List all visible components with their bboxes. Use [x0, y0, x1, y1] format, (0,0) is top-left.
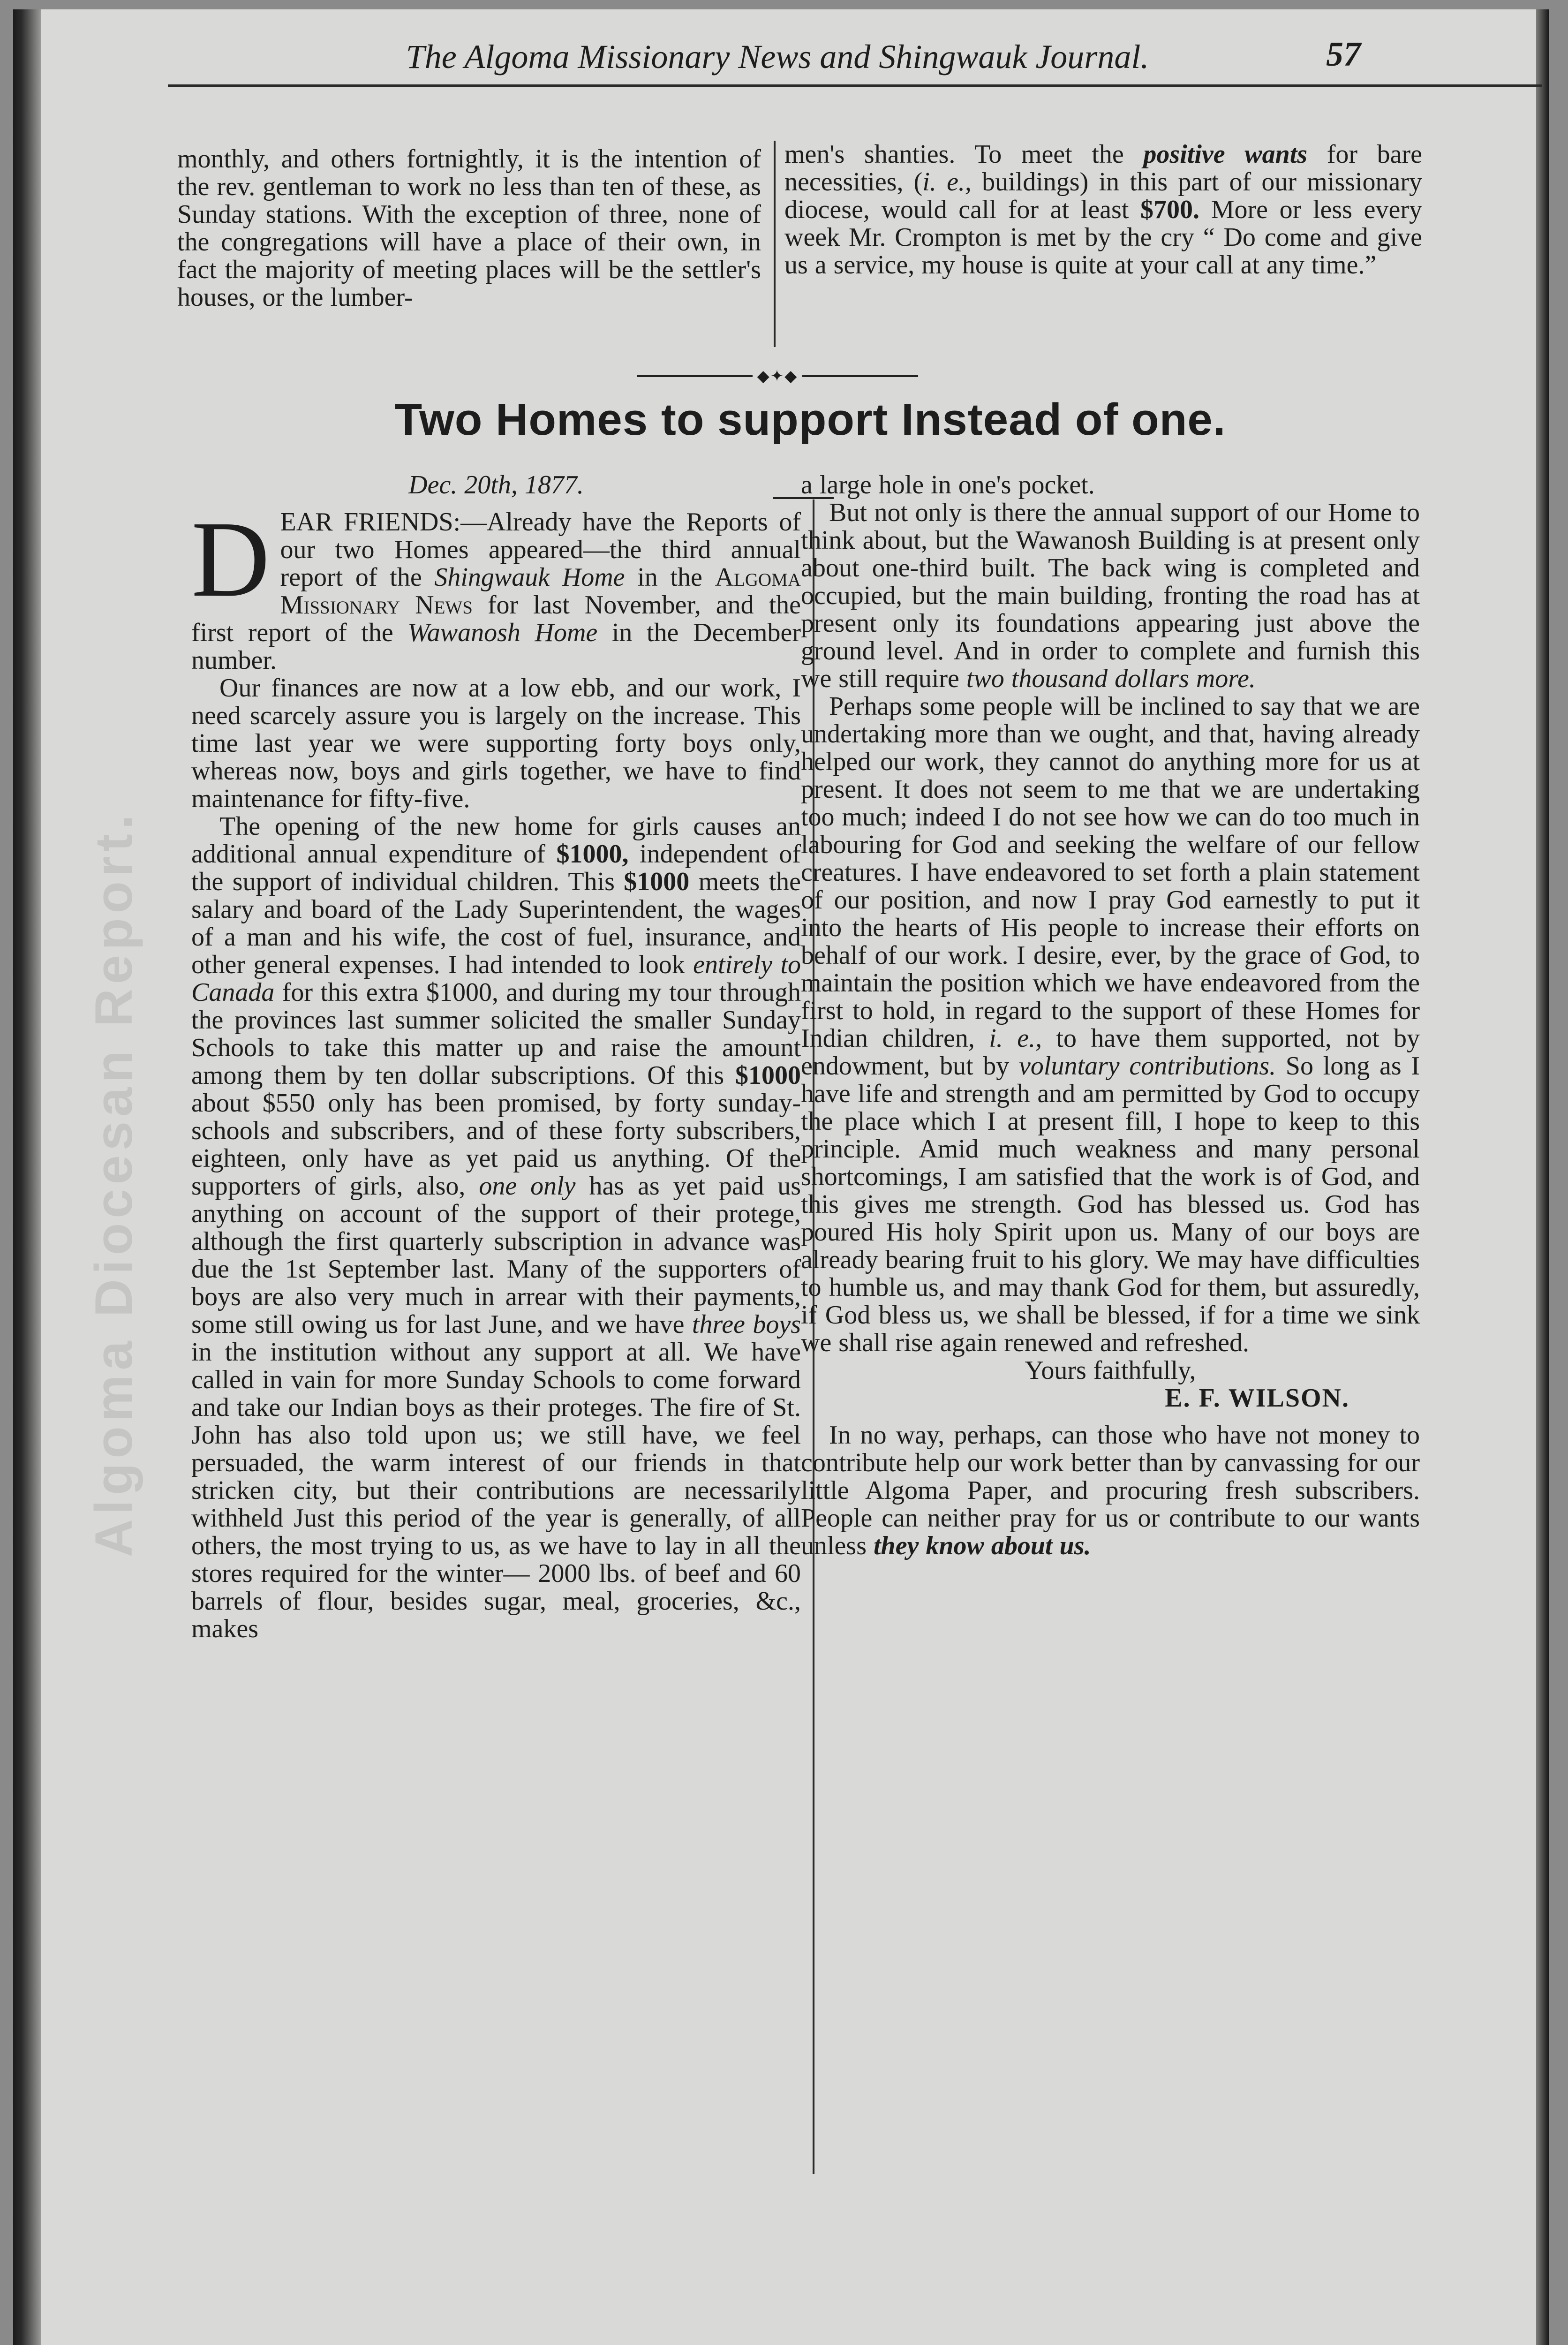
text-run: for this extra $1000, and during my tour through the provinces last summer solicited the smaller Sunday Schools to take this matter up and raise the amount among them by ten dollar subscriptions. Of this	[191, 978, 801, 1090]
article-date: Dec. 20th, 1877.	[408, 470, 584, 499]
ornament-flourish-icon: ◆✦◆	[757, 368, 798, 385]
text-run-italic: Shingwauk Home	[434, 563, 625, 592]
text-run: in the December number.	[191, 618, 801, 675]
text-run: independent of the support of individual children. This	[191, 840, 801, 896]
show-through-text: Algoma Diocesan Report.	[84, 810, 143, 1557]
text-run: In no way, perhaps, can those who have not money to contribute help our work better than by canvassing for our little Algoma Paper, and procuring fresh subscribers. People can neither pray for us or contribute to our wants unless	[801, 1421, 1420, 1560]
text-run: for last November, and the first report of the	[191, 590, 801, 647]
text-run-italic: two thousand dollars more.	[966, 664, 1256, 693]
running-title: The Algoma Missionary News and Shingwauk Journal.	[406, 38, 1149, 76]
article-paragraph	[801, 499, 1420, 693]
text-run-italic: positive wants	[1143, 140, 1308, 169]
text-run-bold: $700.	[1140, 195, 1200, 224]
text-run: men's shanties. To meet the	[784, 140, 1144, 169]
text-run-italic: entirely to Canada	[191, 950, 801, 1007]
text-run: for bare necessities, (	[784, 140, 1422, 197]
drop-cap: D	[191, 499, 270, 620]
page-number: 57	[1326, 35, 1361, 74]
text-run-italic: three boys	[692, 1310, 801, 1339]
section-ornament	[637, 368, 918, 385]
text-run: Perhaps some people will be inclined to say that we are undertaking more than we ought, and that, having already helped our work, they cannot do anything more for us at present. It does not seem to me that we are undertaking too much; indeed I do not see how we can do too much in labouring for God and seeking the welfare of our fellow creatures. I have endeavored to set forth a plain statement of our position, and now I pray God earnestly to put it into the hearts of His people to increase their efforts on behalf of our work. I desire, ever, by the grace of God, to maintain the position which we have endeavored from the first to hold, in regard to the support of these Homes for Indian children,	[801, 692, 1420, 1053]
article-paragraph: a large hole in one's pocket.	[801, 470, 1095, 499]
article-headline: Two Homes to support Instead of one.	[394, 394, 1226, 445]
article-paragraph	[191, 499, 801, 675]
text-run: meets the salary and board of the Lady Superintendent, the wages of a man and his wife, the cost of fuel, insurance, and other general expenses. I had intended to look	[191, 867, 801, 979]
text-run: EAR FRIENDS:—Already have the Reports of our two Homes appeared—the third annual report of the	[280, 507, 801, 592]
text-run-bold: $1000	[735, 1061, 801, 1090]
letter-closing: Yours faithfully,	[1025, 1356, 1196, 1385]
ornament-line	[637, 375, 753, 377]
page-binding-shadow	[13, 9, 41, 2345]
text-run: in the institution without any support at all. We have called in vain for more Sunday Schools to come forward and take our Indian boys as their proteges. The fire of St. John has also told upon us; we still have, we feel persuaded, the warm interest of our friends in that stricken city, but their contributions are necessarily withheld Just this period of the year is generally, of all others, the most trying to us, as we have to lay in all the stores required for the winter— 2000 lbs. of beef and 60 barrels of flour, besides sugar, meal, groceries, &c., makes	[191, 1338, 801, 1643]
article-postscript	[801, 1422, 1420, 1560]
text-run: in the	[625, 563, 715, 592]
article-left-column	[191, 471, 801, 1643]
text-run-italic: they know about us.	[874, 1531, 1091, 1560]
letter-signature: E. F. WILSON.	[1165, 1384, 1349, 1413]
article-paragraph	[191, 813, 801, 1643]
top-right-paragraph	[784, 141, 1422, 279]
article-paragraph	[801, 693, 1420, 1357]
top-article-right-column	[784, 141, 1422, 279]
scanned-page	[13, 9, 1549, 2345]
top-left-paragraph: monthly, and others fortnightly, it is the intention of the rev. gentleman to work no less than ten of these, as Sunday stations. With the exception of three, none of the congregations will have a place of their own, in fact the majority of meeting places will be the settler's houses, or the lumber-	[177, 144, 761, 312]
text-run-bold: $1000	[624, 867, 690, 896]
text-run: More or less every week Mr. Crompton is met by the cry “ Do come and give us a service, my house is quite at your call at any time.”	[784, 195, 1422, 280]
article-paragraph: Our finances are now at a low ebb, and our work, I need scarcely assure you is largely on the increase. This time last year we were supporting forty boys only, whereas now, boys and girls together, we have to find maintenance for fifty-five.	[191, 673, 801, 813]
text-run: to have them supported, not by endowment, but by	[801, 1024, 1420, 1081]
top-article-left-column	[177, 145, 761, 311]
text-run-italic: voluntary contributions.	[1019, 1051, 1276, 1081]
page-right-edge	[1536, 9, 1549, 2345]
text-run: But not only is there the annual support of our Home to think about, but the Wawanosh Building is at present only about one-third built. The back wing is completed and occupied, but the main building, fronting the road has at present only its foundations appearing just above the ground level. And in order to complete and furnish this we still require	[801, 498, 1420, 693]
text-run: about $550 only has been promised, by forty sunday-schools and subscribers, and of these forty subscribers, eighteen, only have as yet paid us anything. Of the supporters of girls, also,	[191, 1089, 801, 1201]
text-run-italic: Wawanosh Home	[407, 618, 598, 647]
text-run-italic: i. e.,	[989, 1024, 1042, 1053]
text-run: has as yet paid us anything on account of the support of their protege, although the first quarterly subscription in advance was due the 1st September last. Many of the supporters of boys are also very much in arrear with their payments, some still owing us for last June, and we have	[191, 1172, 801, 1339]
article-right-column	[801, 471, 1420, 1560]
column-divider-top	[774, 141, 776, 347]
text-run-italic: i. e.,	[922, 167, 972, 197]
text-run-bold: $1000,	[556, 840, 629, 869]
text-run-italic: one only	[479, 1172, 576, 1201]
ornament-line	[802, 375, 918, 377]
text-run: The opening of the new home for girls causes an additional annual expenditure of	[191, 812, 801, 869]
text-run-smallcaps: Algoma Missionary News	[280, 563, 801, 620]
text-run: buildings) in this part of our missionary diocese, would call for at least	[784, 167, 1422, 224]
header-rule	[168, 84, 1542, 87]
text-run: So long as I have life and strength and am permitted by God to occupy the place which I at present fill, I hope to keep to this principle. Amid much weakness and many personal shortcomings, I am satisfied that the work is of God, and this gives me strength. God has blessed us. God has poured His holy Spirit upon us. Many of our boys are already bearing fruit to his glory. We may have difficulties to humble us, and may thank God for them, but assuredly, if God bless us, we shall be blessed, if for a time we sink we shall rise again renewed and refreshed.	[801, 1051, 1420, 1357]
